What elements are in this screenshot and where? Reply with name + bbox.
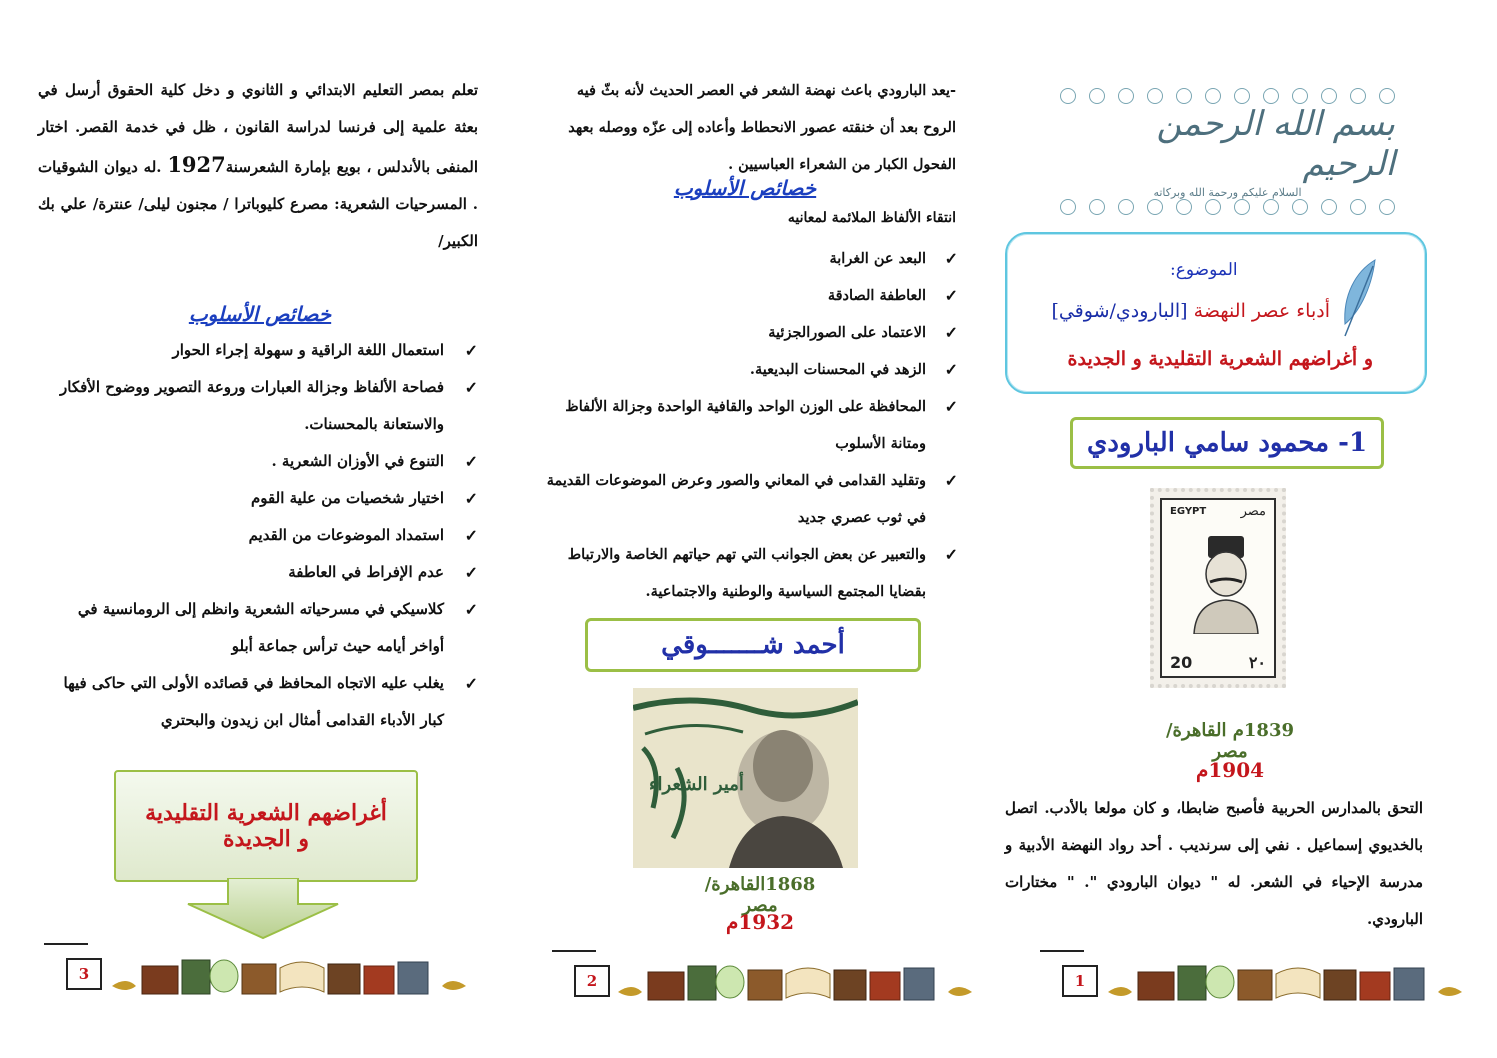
purposes-heading-box: [114, 770, 418, 882]
portrait-icon: [1184, 534, 1268, 634]
page-number-2: 2: [574, 965, 610, 997]
list-item: ✓ عدم الإفراط في العاطفة: [40, 554, 480, 591]
list-item: ✓ كلاسيكي في مسرحياته الشعرية وانظم إلى الرومانسية في أواخر أيامه حيث ترأس جماعة أبلو: [40, 591, 480, 665]
check-icon: ✓: [464, 674, 478, 693]
list-item: ✓ يغلب عليه الاتجاه المحافظ في قصائده الأولى التي حاكى فيها كبار الأدباء القدامى أمثال ابن زيدون والبحتري: [40, 665, 480, 739]
arrow-down-icon: [186, 878, 340, 940]
check-icon: ✓: [464, 563, 478, 582]
topic-line2: و أغراضهم الشعرية التقليدية و الجديدة: [1067, 348, 1373, 370]
shawqi-style-heading: خصائص الأسلوب: [188, 302, 332, 326]
feather-icon: [1335, 258, 1383, 340]
barudi-title-box: [1070, 417, 1384, 469]
stamp-value: 20: [1170, 653, 1193, 672]
list-item: ✓ التنوع في الأوزان الشعرية .: [40, 443, 480, 480]
barudi-intro: -يعد البارودي باعث نهضة الشعر في العصر الحديث لأنه بثّ فيه الروح بعد أن خنقته عصور الانحطاط وأعاده إلى عزّه ووصله بعهد الفحول الكبار من الشعراء العباسيين .: [568, 82, 956, 173]
basmala-text: بسم الله الرحمن الرحيم: [1156, 103, 1395, 184]
stamp-country-ar: مصر: [1240, 504, 1266, 519]
shawqi-style-list: [40, 332, 480, 739]
books-ornament-icon: [1108, 952, 1462, 1006]
list-item: ✓ استمداد الموضوعات من القديم: [40, 517, 480, 554]
list-item: ✓ وتقليد القدامى في المعاني والصور وعرض الموضوعات القديمة في ثوب عصري جديد: [530, 462, 960, 536]
barudi-stamp-image: [1150, 488, 1286, 688]
list-item: ✓ الزهد في المحسنات البديعية.: [530, 351, 960, 388]
barudi-birth: 1839م القاهرة/مصر: [1165, 720, 1295, 762]
list-item: ✓ فصاحة الألفاظ وجزالة العبارات وروعة التصوير ووضوح الأفكار والاستعانة بالمحسنات.: [40, 369, 480, 443]
check-icon: ✓: [464, 452, 478, 471]
barudi-style-subheading: انتقاء الألفاظ الملائمة لمعانيه: [787, 210, 956, 226]
shawqi-birth: 1868القاهرة/مصر: [704, 874, 816, 916]
stamp-country: EGYPT: [1170, 506, 1207, 517]
check-icon: ✓: [464, 489, 478, 508]
check-icon: ✓: [944, 323, 958, 342]
barudi-bio: التحق بالمدارس الحربية فأصبح ضابطا، و كان مولعا بالأدب. اتصل بالخديوي إسماعيل . نفي إلى سرنديب . أحد رواد النهضة الأدبية و مدرسة الإحياء في الشعر. له " ديوان البارودي ". " مختارات البارودي.: [1005, 799, 1423, 928]
footer-rule: [1040, 950, 1084, 952]
check-icon: ✓: [944, 397, 958, 416]
barudi-style-heading: خصائص الأسلوب: [673, 176, 817, 200]
ornament-border-top: [1060, 88, 1395, 102]
barudi-title: 1- محمود سامي البارودي: [1086, 428, 1368, 458]
books-ornament-icon: [618, 952, 972, 1006]
topic-label: الموضوع:: [1170, 260, 1238, 280]
list-item: ✓ اختيار شخصيات من علية القوم: [40, 480, 480, 517]
list-item: ✓ استعمال اللغة الراقية و سهولة إجراء الحوار: [40, 332, 480, 369]
check-icon: ✓: [944, 545, 958, 564]
check-icon: ✓: [464, 600, 478, 619]
list-item: ✓ الاعتماد على الصورالجزئية: [530, 314, 960, 351]
check-icon: ✓: [944, 471, 958, 490]
list-item: ✓ العاطفة الصادقة: [530, 277, 960, 314]
list-item: ✓ البعد عن الغرابة: [530, 240, 960, 277]
books-ornament-icon: [112, 946, 466, 1000]
check-icon: ✓: [464, 526, 478, 545]
check-icon: ✓: [944, 360, 958, 379]
topic-line1: [1035, 300, 1330, 322]
shawqi-title-box: [585, 618, 921, 672]
list-item: ✓ المحافظة على الوزن الواحد والقافية الواحدة وجزالة الألفاظ ومتانة الأسلوب: [530, 388, 960, 462]
page-number-1: 1: [1062, 965, 1098, 997]
check-icon: ✓: [464, 341, 478, 360]
check-icon: ✓: [464, 378, 478, 397]
shawqi-title: أحمد شـــــــوقي: [661, 630, 845, 660]
ornament-border-bottom: [1060, 199, 1395, 213]
stamp-value-ar: ٢٠: [1248, 653, 1266, 672]
topic-poets: [البارودي/شوقي]: [1051, 300, 1188, 322]
purposes-heading-line2: و الجديدة: [222, 826, 310, 852]
check-icon: ✓: [944, 286, 958, 305]
check-icon: ✓: [944, 249, 958, 268]
shawqi-cover-image: [633, 688, 858, 868]
salam-text: السلام عليكم ورحمة الله وبركاته: [1153, 185, 1302, 199]
cover-title: أمير الشعراء: [649, 774, 744, 795]
page-number-3: 3: [66, 958, 102, 990]
footer-rule: [44, 943, 88, 945]
basmala-ornament: [1060, 88, 1395, 212]
crowning-year: 1927: [167, 152, 226, 177]
list-item: ✓ والتعبير عن بعض الجوانب التي تهم حياتهم الخاصة والارتباط بقضايا المجتمع السياسية والوطنية والاجتماعية.: [530, 536, 960, 610]
barudi-style-list: [530, 240, 960, 610]
footer-rule: [552, 950, 596, 952]
purposes-heading-line1: أغراضهم الشعرية التقليدية: [145, 800, 387, 826]
shawqi-bio: تعلم بمصر التعليم الابتدائي و الثانوي و دخل كلية الحقوق أرسل في بعثة علمية إلى فرنسا لدراسة القانون ، ظل في خدمة القصر. اختار المنفى بالأندلس ، بويع بإمارة الشعرسنة1927 .له ديوان الشوقيات . المسرحيات الشعرية: مصرع كليوباترا / مجنون ليلى/ عنترة/ علي بك الكبير/: [38, 81, 478, 250]
shawqi-death: 1932م: [725, 910, 795, 934]
barudi-death: 1904م: [1195, 758, 1265, 782]
topic-era: أدباء عصر النهضة: [1193, 300, 1330, 322]
